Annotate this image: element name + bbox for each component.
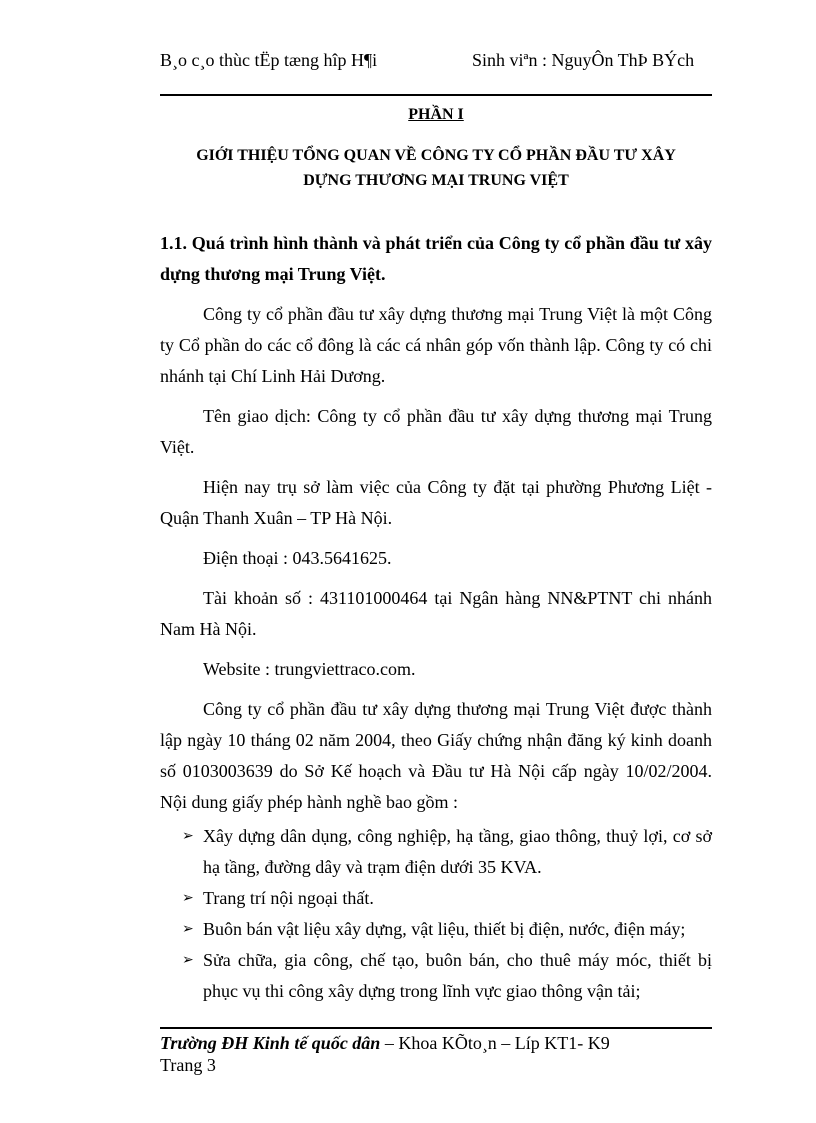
page-footer [160,1032,712,1076]
page-number: Trang 3 [160,1055,216,1075]
part-title: PHẦN I [408,106,464,123]
footer-class: – Khoa KÕto¸n – Líp KT1- K9 [380,1033,610,1053]
arrow-bullet-icon: ➢ [182,829,194,844]
business-scope-list [160,821,712,1007]
header-report-title: B¸o c¸o thùc tËp tæng hîp H¶i [160,50,378,70]
footer-line [160,1032,712,1054]
header-rule [160,94,712,96]
paragraph-website: Website : trungviettraco.com. [203,659,416,679]
footer-rule [160,1027,712,1029]
arrow-bullet-icon: ➢ [182,953,194,968]
header-student-name: Sinh viªn : NguyÔn ThÞ BÝch [472,50,695,70]
paragraph-trade-name: Tên giao dịch: Công ty cổ phần đầu tư xây dựng thương mại Trung Việt. [160,406,712,457]
chapter-title-line-1: GIỚI THIỆU TỔNG QUAN VỀ CÔNG TY CỔ PHẦN ĐẦU TƯ XÂY [196,147,676,164]
list-item: ➢ Sửa chữa, gia công, chế tạo, buôn bán, cho thuê máy móc, thiết bị phục vụ thi công xây dựng trong lĩnh vực giao thông vận tải; [160,945,712,1007]
paragraph-phone: Điện thoại : 043.5641625. [203,548,392,568]
document-body [160,228,712,1007]
paragraph-founding: Công ty cổ phần đầu tư xây dựng thương mại Trung Việt được thành lập ngày 10 tháng 02 năm 2004, theo Giấy chứng nhận đăng ký kinh doanh số 0103003639 do Sở Kế hoạch và Đầu tư Hà Nội cấp ngày 10/02/2004. Nội dung giấy phép hành nghề bao gồm : [160,699,712,812]
chapter-title [160,143,712,193]
list-item: ➢ Buôn bán vật liệu xây dựng, vật liệu, thiết bị điện, nước, điện máy; [160,914,712,945]
section-heading: 1.1. Quá trình hình thành và phát triển của Công ty cổ phần đầu tư xây dựng thương mại Trung Việt. [160,233,712,284]
footer-school: Trường ĐH Kinh tế quốc dân [160,1033,381,1053]
chapter-title-line-2: DỰNG THƯƠNG MẠI TRUNG VIỆT [303,172,569,189]
paragraph-bank-account: Tài khoản số : 431101000464 tại Ngân hàng NN&PTNT chi nhánh Nam Hà Nội. [160,588,712,639]
arrow-bullet-icon: ➢ [182,891,194,906]
paragraph-address: Hiện nay trụ sở làm việc của Công ty đặt tại phường Phương Liệt - Quận Thanh Xuân – TP Hà Nội. [160,477,712,528]
list-item: ➢ Trang trí nội ngoại thất. [160,883,712,914]
paragraph-intro: Công ty cổ phần đầu tư xây dựng thương mại Trung Việt là một Công ty Cổ phần do các cổ đông là các cá nhân góp vốn thành lập. Công ty có chi nhánh tại Chí Linh Hải Dương. [160,304,712,386]
arrow-bullet-icon: ➢ [182,922,194,937]
list-item: ➢ Xây dựng dân dụng, công nghiệp, hạ tầng, giao thông, thuỷ lợi, cơ sở hạ tầng, đường dây và trạm điện dưới 35 KVA. [160,821,712,883]
